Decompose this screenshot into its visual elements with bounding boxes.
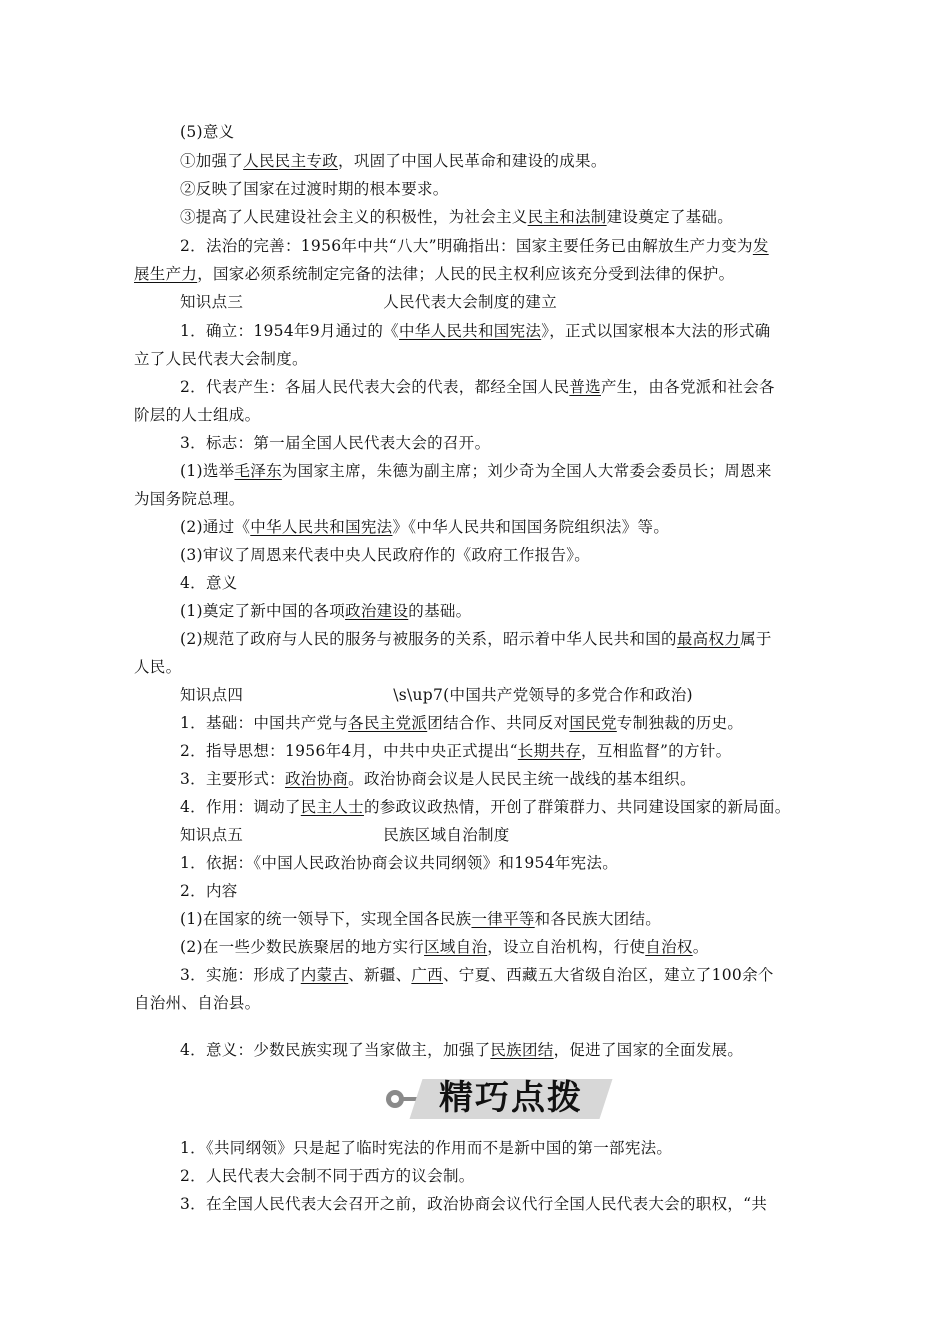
text-segment: 2．指导思想：1956年4月，中共中央正式提出“ xyxy=(180,742,518,760)
text-line xyxy=(0,376,950,398)
text-segment: (1)奠定了新中国的各项 xyxy=(180,602,346,620)
underlined-key-term: 政治协商 xyxy=(284,770,349,788)
underlined-key-term: 长期共存 xyxy=(517,742,581,760)
text-segment: 知识点四 xyxy=(180,686,244,704)
text-segment: \s\up7(中国共产党领导的多党合作和政治) xyxy=(393,686,693,704)
underlined-key-term: 发 xyxy=(752,237,769,255)
underlined-key-term: 普选 xyxy=(569,378,601,396)
text-line xyxy=(0,178,950,200)
text-segment: 为国务院总理。 xyxy=(134,490,245,508)
text-segment: ，巩固了中国人民革命和建设的成果。 xyxy=(338,152,607,170)
underlined-key-term: 一律平等 xyxy=(471,910,535,928)
text-segment: (1)在国家的统一领导下，实现全国各民族 xyxy=(180,910,472,928)
text-segment: 1．依据：《中国人民政治协商会议共同纲领》和1954年宪法。 xyxy=(180,854,619,872)
text-line xyxy=(0,1137,950,1159)
text-segment: 4．意义：少数民族实现了当家做主，加强了 xyxy=(180,1041,491,1059)
text-line xyxy=(0,740,950,762)
underlined-key-term: 各民主党派 xyxy=(348,714,428,732)
underlined-key-term: 毛泽东 xyxy=(234,462,282,480)
text-segment: (2)规范了政府与人民的服务与被服务的关系，昭示着中华人民共和国的 xyxy=(180,630,677,648)
text-segment: ③提高了人民建设社会主义的积极性，为社会主义 xyxy=(180,208,528,226)
text-line xyxy=(0,235,950,257)
underlined-key-term: 内蒙古 xyxy=(300,966,349,984)
text-segment: 知识点三 xyxy=(180,293,244,311)
text-line xyxy=(0,348,950,370)
text-segment: 2．内容 xyxy=(180,882,238,900)
text-segment: 的参政议政热情，开创了群策群力、共同建设国家的新局面。 xyxy=(363,798,791,816)
text-segment: 团结合作、共同反对 xyxy=(427,714,570,732)
text-line xyxy=(0,432,950,454)
text-line xyxy=(0,908,950,930)
text-line xyxy=(0,263,950,285)
underlined-key-term: 中华人民共和国宪法 xyxy=(250,518,393,536)
text-line xyxy=(0,992,950,1014)
underlined-key-term: 政治建设 xyxy=(345,602,409,620)
text-segment: 立了人民代表大会制度。 xyxy=(134,350,308,368)
text-segment: 建设奠定了基础。 xyxy=(606,208,734,226)
text-line xyxy=(0,684,950,706)
text-line xyxy=(0,516,950,538)
text-line xyxy=(0,150,950,172)
text-line xyxy=(0,121,950,143)
text-segment: ，国家必须系统制定完备的法律；人民的民主权利应该充分受到法律的保护。 xyxy=(197,265,735,283)
text-segment: ，设立自治机构，行使 xyxy=(487,938,646,956)
text-segment: 的基础。 xyxy=(408,602,472,620)
text-line xyxy=(0,572,950,594)
text-segment: (3)审议了周恩来代表中央人民政府作的《政府工作报告》。 xyxy=(180,546,591,564)
text-segment: 1．基础：中国共产党与 xyxy=(180,714,349,732)
text-segment: 民族区域自治制度 xyxy=(383,826,510,844)
text-line xyxy=(0,964,950,986)
text-segment: 》《中华人民共和国国务院组织法》等。 xyxy=(392,518,670,536)
text-segment: 阶层的人士组成。 xyxy=(134,406,261,424)
underlined-key-term: 最高权力 xyxy=(676,630,741,648)
text-segment: 、新疆、 xyxy=(348,966,412,984)
text-segment: 2．法治的完善：1956年中共“八大”明确指出：国家主要任务已由解放生产力变为 xyxy=(180,237,753,255)
text-line xyxy=(0,880,950,902)
text-segment: 1．确立：1954年9月通过的《 xyxy=(180,322,399,340)
text-segment: 4．作用：调动了 xyxy=(180,798,301,816)
text-segment: 1．《共同纲领》只是起了临时宪法的作用而不是新中国的第一部宪法。 xyxy=(180,1139,673,1157)
text-segment: 人民代表大会制度的建立 xyxy=(383,293,558,311)
text-segment: 2．人民代表大会制不同于西方的议会制。 xyxy=(180,1167,475,1185)
text-segment: 为国家主席，朱德为副主席；刘少奇为全国人大常委会委员长；周恩来 xyxy=(281,462,772,480)
text-line xyxy=(0,796,950,818)
text-segment: 。 xyxy=(692,938,709,956)
text-segment: 4．意义 xyxy=(180,574,238,592)
text-segment: ，互相监督”的方针。 xyxy=(581,742,732,760)
text-segment: 产生，由各党派和社会各 xyxy=(600,378,775,396)
text-segment: 3．主要形式： xyxy=(180,770,285,788)
underlined-key-term: 国民党 xyxy=(569,714,617,732)
text-segment: 3．标志：第一届全国人民代表大会的召开。 xyxy=(180,434,491,452)
underlined-key-term: 民族团结 xyxy=(490,1041,554,1059)
section-banner xyxy=(386,1073,608,1125)
banner-dot-center xyxy=(391,1095,399,1103)
underlined-key-term: 广西 xyxy=(411,966,443,984)
text-line xyxy=(0,656,950,678)
text-line xyxy=(0,936,950,958)
text-line xyxy=(0,1165,950,1187)
underlined-key-term: 自治权 xyxy=(645,938,693,956)
text-segment: (2)在一些少数民族聚居的地方实行 xyxy=(180,938,425,956)
text-segment: ②反映了国家在过渡时期的根本要求。 xyxy=(180,180,449,198)
text-line xyxy=(0,488,950,510)
banner-title: 精巧点拨 xyxy=(439,1078,583,1118)
text-segment: 3．在全国人民代表大会召开之前，政治协商会议代行全国人民代表大会的职权，“共 xyxy=(180,1195,768,1213)
text-segment: 。政治协商会议是人民民主统一战线的基本组织。 xyxy=(348,770,696,788)
underlined-key-term: 中华人民共和国宪法 xyxy=(398,322,542,340)
text-line xyxy=(0,460,950,482)
text-segment: 3．实施：形成了 xyxy=(180,966,301,984)
text-line xyxy=(0,1193,950,1215)
text-line xyxy=(0,600,950,622)
text-line xyxy=(0,291,950,313)
text-segment: 、宁夏、西藏五大省级自治区，建立了100余个 xyxy=(442,966,774,984)
text-line xyxy=(0,628,950,650)
text-line xyxy=(0,852,950,874)
text-segment: 和各民族大团结。 xyxy=(534,910,662,928)
text-line xyxy=(0,404,950,426)
underlined-key-term: 区域自治 xyxy=(424,938,488,956)
text-line xyxy=(0,768,950,790)
text-segment: 知识点五 xyxy=(180,826,244,844)
text-segment: 2．代表产生：各届人民代表大会的代表，都经全国人民 xyxy=(180,378,570,396)
underlined-key-term: 展生产力 xyxy=(134,265,198,283)
underlined-key-term: 人民民主专政 xyxy=(243,152,339,170)
text-segment: 属于 xyxy=(740,630,772,648)
underlined-key-term: 民主和法制 xyxy=(527,208,607,226)
text-segment: ①加强了 xyxy=(180,152,244,170)
text-segment: (1)选举 xyxy=(180,462,235,480)
text-segment: ，促进了国家的全面发展。 xyxy=(553,1041,744,1059)
text-line xyxy=(0,824,950,846)
text-line xyxy=(0,320,950,342)
text-segment: (5)意义 xyxy=(180,123,235,141)
text-segment: 自治州、自治县。 xyxy=(134,994,261,1012)
text-segment: 》，正式以国家根本大法的形式确 xyxy=(541,322,771,340)
text-segment: 专制独裁的历史。 xyxy=(616,714,744,732)
text-segment: 人民。 xyxy=(134,658,182,676)
text-segment: (2)通过《 xyxy=(180,518,251,536)
underlined-key-term: 民主人士 xyxy=(300,798,364,816)
text-line xyxy=(0,712,950,734)
text-line xyxy=(0,206,950,228)
text-line xyxy=(0,544,950,566)
text-line xyxy=(0,1039,950,1061)
